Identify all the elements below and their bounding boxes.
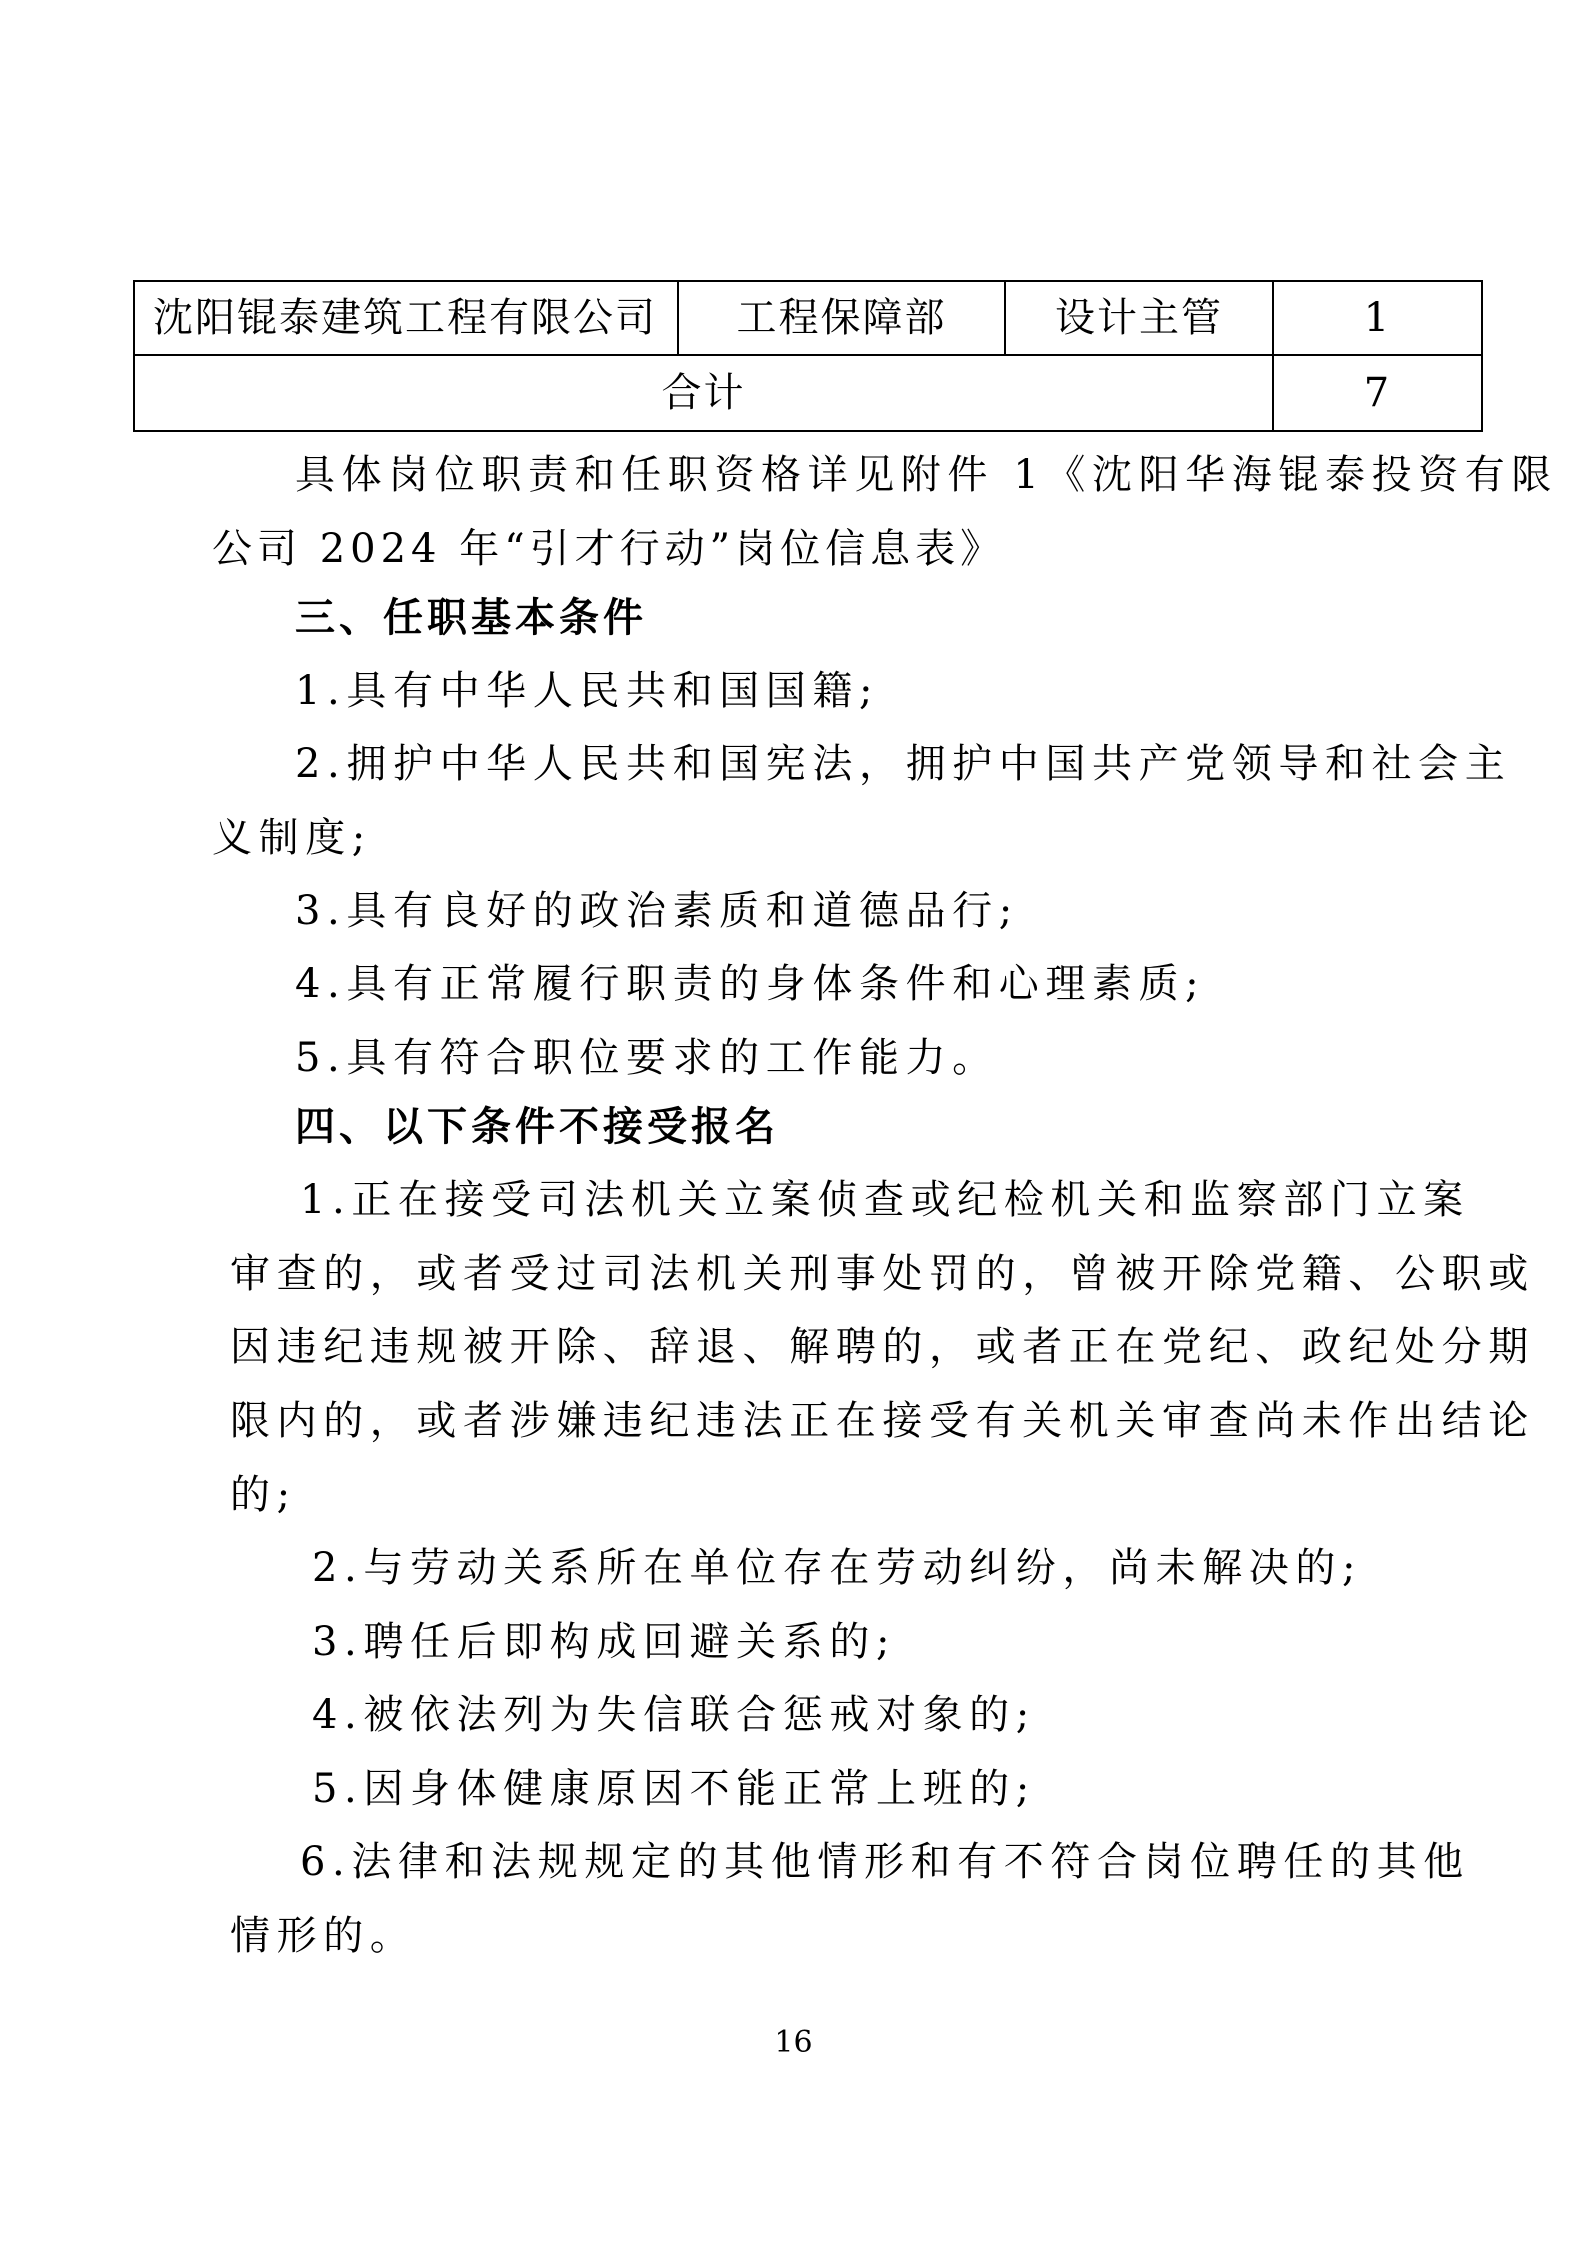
list-item-continuation: 义制度; bbox=[212, 815, 372, 861]
position-cell: 设计主管 bbox=[1005, 281, 1273, 355]
list-item: 1.具有中华人民共和国国籍; bbox=[295, 668, 880, 714]
section-heading: 三、任职基本条件 bbox=[295, 595, 647, 641]
list-item: 5.具有符合职位要求的工作能力。 bbox=[295, 1035, 999, 1081]
total-count-cell: 7 bbox=[1273, 355, 1482, 431]
list-item: 6.法律和法规规定的其他情形和有不符合岗位聘任的其他 bbox=[300, 1839, 1470, 1885]
positions-table bbox=[133, 280, 1483, 432]
table-total-row bbox=[134, 355, 1482, 431]
list-item: 4.具有正常履行职责的身体条件和心理素质; bbox=[295, 961, 1206, 1007]
list-item-continuation: 的; bbox=[230, 1472, 297, 1518]
intro-line: 具体岗位职责和任职资格详见附件 1《沈阳华海锟泰投资有限 bbox=[295, 452, 1558, 498]
table-row bbox=[134, 281, 1482, 355]
section-heading: 四、以下条件不接受报名 bbox=[295, 1104, 779, 1150]
list-item: 3.具有良好的政治素质和道德品行; bbox=[295, 888, 1019, 934]
list-item-continuation: 情形的。 bbox=[230, 1913, 417, 1959]
intro-line: 公司 2024 年“引才行动”岗位信息表》 bbox=[212, 526, 1006, 572]
list-item: 2.拥护中华人民共和国宪法，拥护中国共产党领导和社会主 bbox=[295, 741, 1512, 787]
department-cell: 工程保障部 bbox=[678, 281, 1005, 355]
total-label-cell: 合计 bbox=[134, 355, 1273, 431]
list-item: 4.被依法列为失信联合惩戒对象的; bbox=[312, 1692, 1036, 1738]
company-cell: 沈阳锟泰建筑工程有限公司 bbox=[134, 281, 678, 355]
page-number: 16 bbox=[774, 2025, 813, 2060]
list-item: 5.因身体健康原因不能正常上班的; bbox=[312, 1766, 1036, 1812]
list-item-continuation: 因违纪违规被开除、辞退、解聘的，或者正在党纪、政纪处分期 bbox=[230, 1324, 1535, 1370]
count-cell: 1 bbox=[1273, 281, 1482, 355]
list-item: 3.聘任后即构成回避关系的; bbox=[312, 1619, 897, 1665]
list-item-continuation: 限内的，或者涉嫌违纪违法正在接受有关机关审查尚未作出结论 bbox=[230, 1398, 1535, 1444]
list-item-continuation: 审查的，或者受过司法机关刑事处罚的，曾被开除党籍、公职或 bbox=[230, 1251, 1535, 1297]
list-item: 2.与劳动关系所在单位存在劳动纠纷，尚未解决的; bbox=[312, 1545, 1363, 1591]
list-item: 1.正在接受司法机关立案侦查或纪检机关和监察部门立案 bbox=[300, 1177, 1470, 1223]
